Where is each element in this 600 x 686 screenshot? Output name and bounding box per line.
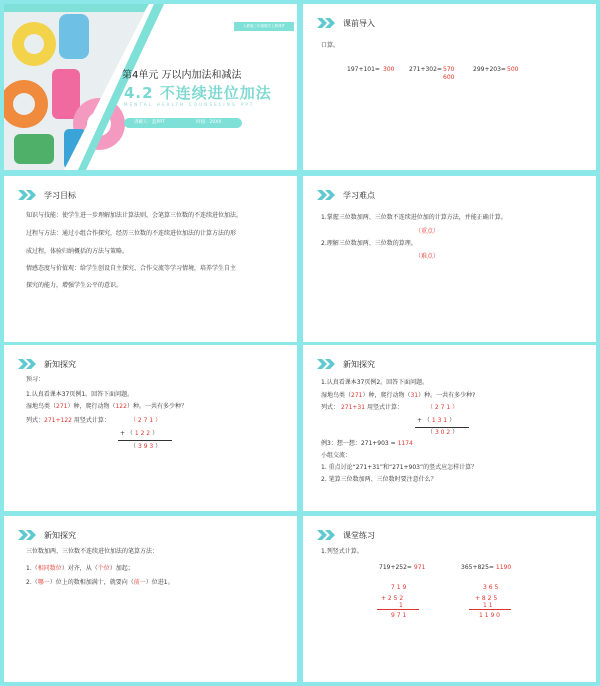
answer-2: 570 bbox=[443, 66, 455, 73]
point-2: 2.理解三位数加两、三位数的算理。 bbox=[321, 240, 417, 247]
calc1-result: 9 7 1 bbox=[391, 612, 407, 619]
formula-line: 列式：271+122 用竖式计算： bbox=[26, 417, 110, 424]
presenter-text: 讲解人：蓝PPT bbox=[134, 120, 165, 125]
slide-explore-3 bbox=[4, 516, 297, 682]
time-text: 时间：20XX bbox=[196, 120, 222, 125]
task-1: 1.认真看课本37页例2。回答下面问题。 bbox=[321, 379, 429, 386]
double-chevron-icon bbox=[317, 359, 335, 369]
practice-q2: 365+825= 1190 bbox=[461, 564, 512, 571]
calc2-carry: 1 1 bbox=[483, 602, 493, 609]
sum-line bbox=[118, 440, 172, 441]
slide-title: 新知探究 bbox=[44, 530, 76, 540]
calc1-mid: + 2 5 2 bbox=[381, 595, 404, 602]
slide-title: 新知探究 bbox=[44, 359, 76, 369]
calc2-top: 3 6 5 bbox=[483, 584, 499, 591]
goal-line: 成过程，体验归纳概括的方法与策略。 bbox=[26, 248, 129, 255]
calc2-mid: + 8 2 5 bbox=[475, 595, 498, 602]
answer-3: 500 bbox=[507, 66, 519, 73]
question-line: 湿地鸟类（271）种，爬行动物（122）种。一共有多少种？ bbox=[26, 403, 187, 410]
lesson-title: 4.2 不连续进位加法 bbox=[124, 84, 272, 102]
calc1-line bbox=[377, 609, 419, 610]
tag-key: （重点） bbox=[415, 228, 440, 235]
discussion-1: 1. 重点讨论“271+31”和“271+903”的竖式应怎样计算？ bbox=[321, 464, 478, 471]
vertical-top: （ 2 7 1 ） bbox=[427, 404, 459, 411]
cover-subtitle: MENTAL HEALTH COUNSELING PPT bbox=[124, 102, 255, 107]
grade-badge: 人教版三年级数学上册课件 bbox=[234, 22, 294, 31]
slide-header bbox=[317, 528, 375, 542]
task-1: 1.认真看课本37页例1。回答下面问题。 bbox=[26, 391, 134, 398]
goal-line: 知识与技能：使学生进一步理解加法计算法则，会笔算三位数的不连续进位加法。 bbox=[26, 212, 243, 219]
vertical-top: （ 2 7 1 ） bbox=[130, 417, 162, 424]
slide-header bbox=[317, 188, 375, 202]
calc1-carry: 1 bbox=[399, 602, 403, 609]
method-intro: 三位数加两、三位数不连续进位加法的笔算方法： bbox=[26, 548, 159, 555]
answer-1: 300 bbox=[383, 66, 395, 73]
calc2-line bbox=[469, 609, 511, 610]
question-3: 299+203= bbox=[473, 66, 506, 73]
slide-header bbox=[18, 357, 76, 371]
discussion-label: 小组交流： bbox=[321, 452, 352, 459]
exercise-label: 1.列竖式计算。 bbox=[321, 548, 363, 555]
question-2: 271+302= bbox=[409, 66, 442, 73]
sum-line bbox=[415, 427, 469, 428]
practice-q1: 719+252= 971 bbox=[379, 564, 426, 571]
calc2-result: 1 1 9 0 bbox=[479, 612, 500, 619]
question-1: 197+101= bbox=[347, 66, 380, 73]
slide-title: 学习难点 bbox=[343, 190, 375, 200]
rule-2: 2.（哪一）位上的数相加满十，就要向（前一）位进1。 bbox=[26, 579, 174, 586]
point-1: 1.掌握三位数加两、三位数不连续进位加的计算方法，并能正确计算。 bbox=[321, 214, 507, 221]
double-chevron-icon bbox=[18, 530, 36, 540]
slide-header bbox=[317, 357, 375, 371]
slide-practice bbox=[303, 516, 596, 682]
vertical-mid: + （ 1 3 1 ） bbox=[417, 417, 456, 424]
slide-header bbox=[18, 188, 76, 202]
double-chevron-icon bbox=[317, 530, 335, 540]
slide-title: 学习目标 bbox=[44, 190, 76, 200]
slide-header bbox=[317, 16, 375, 30]
rule-1: 1.（相同数位）对齐，从（个位）加起； bbox=[26, 565, 134, 572]
calc1-top: 7 1 9 bbox=[391, 584, 407, 591]
goal-line: 情感态度与价值观：给学生创设自主探究、合作交流等学习情境，培养学生自主 bbox=[26, 265, 237, 272]
example-3: 例3：想一想：271+903 = 1174 bbox=[321, 440, 413, 447]
goal-line: 探究的能力，增强学生公平的意识。 bbox=[26, 282, 123, 289]
lead-text: 口算。 bbox=[321, 42, 340, 49]
double-chevron-icon bbox=[18, 359, 36, 369]
slide-title: 课前导入 bbox=[343, 18, 375, 28]
slide-header bbox=[18, 528, 76, 542]
vertical-result: （ 3 0 2 ） bbox=[427, 429, 459, 436]
double-chevron-icon bbox=[317, 190, 335, 200]
discussion-2: 2. 笔算三位数加两、三位数时要注意什么？ bbox=[321, 476, 437, 483]
slide-intro bbox=[303, 4, 596, 170]
slide-goals bbox=[4, 176, 297, 342]
preview-label: 预习： bbox=[26, 376, 45, 383]
slide-title: 课堂练习 bbox=[343, 530, 375, 540]
slide-difficulty bbox=[303, 176, 596, 342]
vertical-mid: + （ 1 2 2 ） bbox=[120, 430, 159, 437]
slide-title: 新知探究 bbox=[343, 359, 375, 369]
formula-line: 列式： 271+31 用竖式计算： bbox=[321, 404, 403, 411]
answer-2b: 600 bbox=[443, 74, 455, 81]
vertical-result: （ 3 9 3 ） bbox=[130, 443, 162, 450]
unit-title: 第4单元 万以内加法和减法 bbox=[122, 70, 242, 81]
double-chevron-icon bbox=[18, 190, 36, 200]
goal-line: 过程与方法：通过小组合作探究，经历三位数的不连续进位加法的计算方法的形 bbox=[26, 230, 237, 237]
tag-hard: （难点） bbox=[415, 253, 440, 260]
cover-slide bbox=[4, 4, 297, 170]
presenter-pill bbox=[124, 118, 242, 128]
slide-explore-2 bbox=[303, 345, 596, 511]
slide-explore-1 bbox=[4, 345, 297, 511]
double-chevron-icon bbox=[317, 18, 335, 28]
question-line: 湿地鸟类（271）种，爬行动物（31）种。一共有多少种? bbox=[321, 392, 476, 399]
